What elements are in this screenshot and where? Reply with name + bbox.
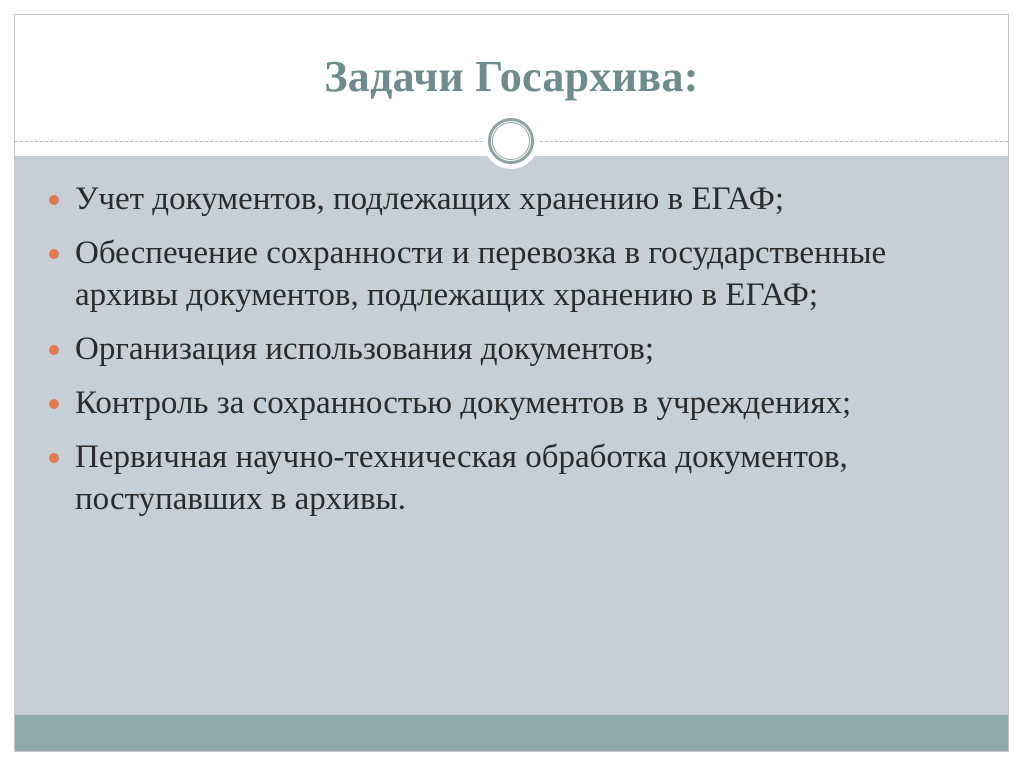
list-item <box>49 232 979 316</box>
bullet-dot-icon <box>49 453 59 463</box>
bullet-dot-icon <box>49 249 59 259</box>
list-item <box>49 328 979 370</box>
list-item-text: Контроль за сохранностью документов в учреждениях; <box>75 385 852 421</box>
list-item <box>49 436 979 520</box>
slide <box>14 14 1009 752</box>
list-item-text: Организация использования документов; <box>75 331 655 367</box>
list-item <box>49 382 979 424</box>
slide-title: Задачи Госархива: <box>324 52 699 101</box>
list-item-text: Учет документов, подлежащих хранению в ЕГАФ; <box>75 181 784 217</box>
bullet-dot-icon <box>49 399 59 409</box>
list-item-text: Первичная научно-техническая обработка документов, поступавших в архивы. <box>75 439 848 517</box>
footer-bar <box>15 715 1008 751</box>
list-item-text: Обеспечение сохранности и перевозка в государственные архивы документов, подлежащих хранению в ЕГАФ; <box>75 235 887 313</box>
ring-ornament-icon <box>483 113 539 169</box>
list-item <box>49 178 979 220</box>
bullet-dot-icon <box>49 195 59 205</box>
ring-inner-icon <box>492 122 530 160</box>
bullet-list <box>49 178 979 532</box>
bullet-dot-icon <box>49 345 59 355</box>
